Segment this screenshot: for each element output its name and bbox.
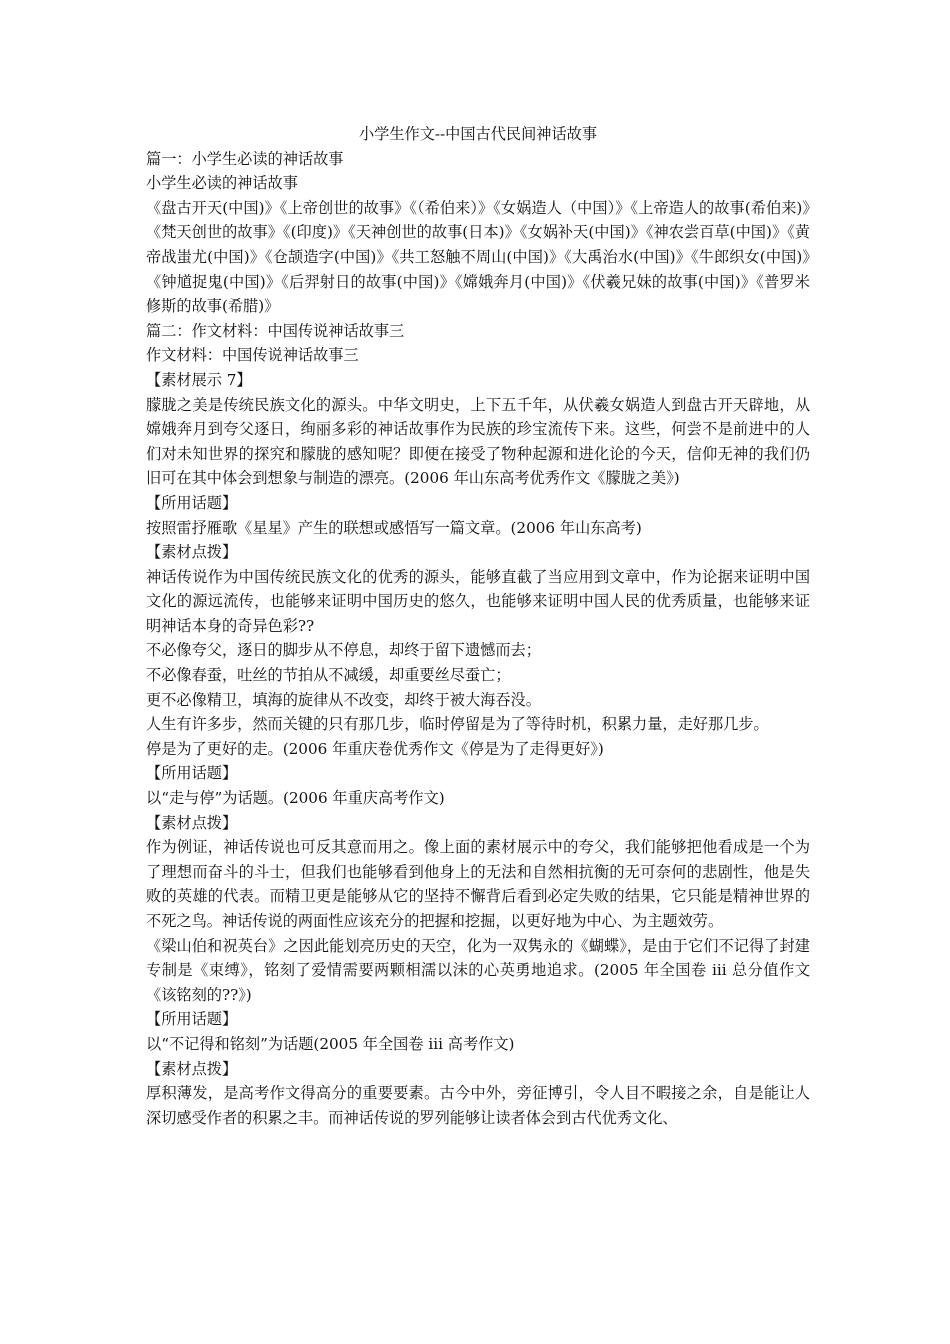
document-body (146, 147, 810, 1131)
paragraph: 【素材展示 7】 (146, 370, 252, 389)
paragraph: 【所用话题】 (146, 1010, 238, 1029)
paragraph: 篇二：作文材料：中国传说神话故事三 (146, 321, 405, 340)
paragraph: 不必像夸父，逐日的脚步从不停息，却终于留下遗憾而去； (146, 641, 541, 660)
paragraph: 【素材点拨】 (146, 543, 238, 562)
paragraph: 以“不记得和铭刻”为话题(2005 年全国卷 iii 高考作文) (146, 1034, 515, 1053)
paragraph: 篇一：小学生必读的神话故事 (146, 149, 344, 168)
paragraph: 按照雷抒雁歌《星星》产生的联想或感悟写一篇文章。(2006 年山东高考) (146, 518, 642, 537)
paragraph: 不必像春蚕，吐丝的节拍从不减缓，却重要丝尽蚕亡； (146, 666, 511, 685)
paragraph: 朦胧之美是传统民族文化的源头。中华文明史，上下五千年，从伏羲女娲造人到盘古开天辟地，从嫦娥奔月到夸父逐日，绚丽多彩的神话故事作为民族的珍宝流传下来。这些，何尝不是前进中的人们对未知世界的探究和朦胧的感知呢？即便在接受了物种起源和进化论的今天，信仰无神的我们仍旧可在其中体会到想象与制造的漂亮。(2006 年山东高考优秀作文《朦胧之美》) (146, 395, 810, 488)
paragraph: 以“走与停”为话题。(2006 年重庆高考作文) (146, 789, 445, 808)
paragraph: 停是为了更好的走。(2006 年重庆卷优秀作文《停是为了走得更好》) (146, 739, 604, 758)
paragraph: 小学生必读的神话故事 (146, 174, 298, 193)
paragraph: 厚积薄发，是高考作文得高分的重要要素。古今中外，旁征博引，令人目不暇接之余，自是能让人深切感受作者的积累之丰。而神话传说的罗列能够让读者体会到古代优秀文化、 (146, 1084, 810, 1127)
paragraph: 【所用话题】 (146, 764, 238, 783)
paragraph: 神话传说作为中国传统民族文化的优秀的源头，能够直截了当应用到文章中，作为论据来证明中国文化的源远流传，也能够来证明中国历史的悠久，也能够来证明中国人民的优秀质量，也能够来证明神话本身的奇异色彩?? (146, 567, 810, 635)
document-page (146, 122, 810, 1130)
paragraph: 【素材点拨】 (146, 1059, 238, 1078)
document-title: 小学生作文--中国古代民间神话故事 (358, 125, 598, 143)
paragraph: 作为例证，神话传说也可反其意而用之。像上面的素材展示中的夸父，我们能够把他看成是一个为了理想而奋斗的斗士，但我们也能够看到他身上的无法和自然相抗衡的无可奈何的悲剧性，他是失败的英雄的代表。而精卫更是能够从它的坚持不懈背后看到必定失败的结果，它只能是精神世界的不死之鸟。神话传说的两面性应该充分的把握和挖掘，以更好地为中心、为主题效劳。 (146, 838, 810, 930)
paragraph: 【所用话题】 (146, 493, 238, 512)
paragraph: 《盘古开天(中国)》《上帝创世的故事》《（希伯来）》《女娲造人（中国）》《上帝造人的故事(希伯来)》《梵天创世的故事》《(印度)》《天神创世的故事(日本)》《女娲补天(中国)》《神农尝百草(中国)》《黄帝战蚩尤(中国)》《仓颉造字(中国)》《共工怒触不周山(中国)》《大禹治水(中国)》《牛郎织女(中国)》《钟馗捉鬼(中国)》《后羿射日的故事(中国)》《嫦娥奔月(中国)》《伏羲兄妹的故事(中国)》《普罗米修斯的故事(希腊)》 (146, 198, 810, 316)
paragraph: 更不必像精卫，填海的旋律从不改变，却终于被大海吞没。 (146, 690, 541, 709)
paragraph: 【素材点拨】 (146, 813, 238, 832)
paragraph: 人生有许多步，然而关键的只有那几步，临时停留是为了等待时机，积累力量，走好那几步。 (146, 715, 769, 734)
paragraph: 《梁山伯和祝英台》之因此能划亮历史的天空，化为一双隽永的《蝴蝶》，是由于它们不记得了封建专制是《束缚》，铭刻了爱情需要两颗相濡以沫的心英勇地追求。(2005 年全国卷 iii 总分值作文《该铭刻的??》) (146, 936, 810, 1004)
paragraph: 作文材料：中国传说神话故事三 (146, 346, 359, 365)
